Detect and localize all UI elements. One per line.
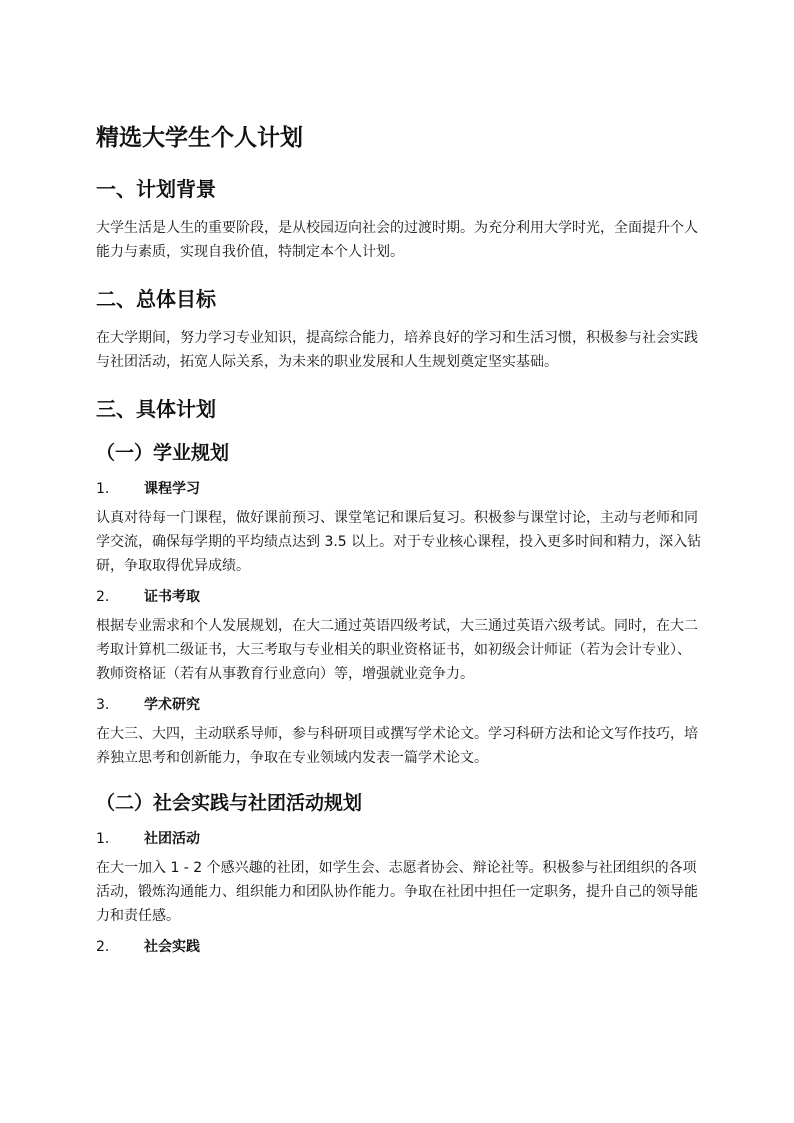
list-item-heading bbox=[96, 478, 702, 500]
section-heading-plan: 三、具体计划 bbox=[96, 397, 216, 421]
background-paragraph: 大学生活是人生的重要阶段，是从校园迈向社会的过渡时期。为充分利用大学时光，全面提升个人能力与素质，实现自我价值，特制定本个人计划。 bbox=[96, 220, 698, 260]
list-item-number: 1. bbox=[96, 831, 110, 847]
goal-paragraph: 在大学期间，努力学习专业知识，提高综合能力，培养良好的学习和生活习惯，积极参与社会实践与社团活动，拓宽人际关系，为未来的职业发展和人生规划奠定坚实基础。 bbox=[96, 330, 698, 370]
subheading-academic: （一）学业规划 bbox=[96, 442, 230, 464]
list-item-heading bbox=[96, 586, 702, 608]
list-item-title: 证书考取 bbox=[144, 589, 200, 605]
list-item-title: 课程学习 bbox=[144, 481, 200, 497]
list-item-title: 社团活动 bbox=[144, 831, 200, 847]
list-item-number: 1. bbox=[96, 481, 110, 497]
list-item-heading bbox=[96, 694, 702, 716]
list-item-paragraph: 在大三、大四，主动联系导师，参与科研项目或撰写学术论文。学习科研方法和论文写作技巧，培养独立思考和创新能力，争取在专业领域内发表一篇学术论文。 bbox=[96, 726, 698, 766]
list-item-number: 2. bbox=[96, 939, 110, 955]
list-item-title: 社会实践 bbox=[144, 939, 200, 955]
document-title: 精选大学生个人计划 bbox=[96, 125, 303, 151]
list-item-number: 3. bbox=[96, 697, 110, 713]
list-item-paragraph: 在大一加入 1 - 2 个感兴趣的社团，如学生会、志愿者协会、辩论社等。积极参与社团组织的各项活动，锻炼沟通能力、组织能力和团队协作能力。争取在社团中担任一定职务，提升自己的领导能力和责任感。 bbox=[96, 860, 698, 924]
list-item-title: 学术研究 bbox=[144, 697, 200, 713]
section-heading-background: 一、计划背景 bbox=[96, 177, 216, 201]
subheading-social: （二）社会实践与社团活动规划 bbox=[96, 792, 363, 814]
list-item-paragraph: 根据专业需求和个人发展规划，在大二通过英语四级考试，大三通过英语六级考试。同时，在大二考取计算机二级证书，大三考取与专业相关的职业资格证书，如初级会计师证（若为会计专业）、教师资格证（若有从事教育行业意向）等，增强就业竞争力。 bbox=[96, 618, 698, 682]
list-item-number: 2. bbox=[96, 589, 110, 605]
list-item-heading bbox=[96, 936, 702, 958]
document-page bbox=[96, 120, 702, 964]
section-heading-goal: 二、总体目标 bbox=[96, 287, 216, 311]
list-item-paragraph: 认真对待每一门课程，做好课前预习、课堂笔记和课后复习。积极参与课堂讨论，主动与老师和同学交流，确保每学期的平均绩点达到 3.5 以上。对于专业核心课程，投入更多时间和精力，深入钻研，争取取得优异成绩。 bbox=[96, 510, 702, 574]
list-item-heading bbox=[96, 828, 702, 850]
